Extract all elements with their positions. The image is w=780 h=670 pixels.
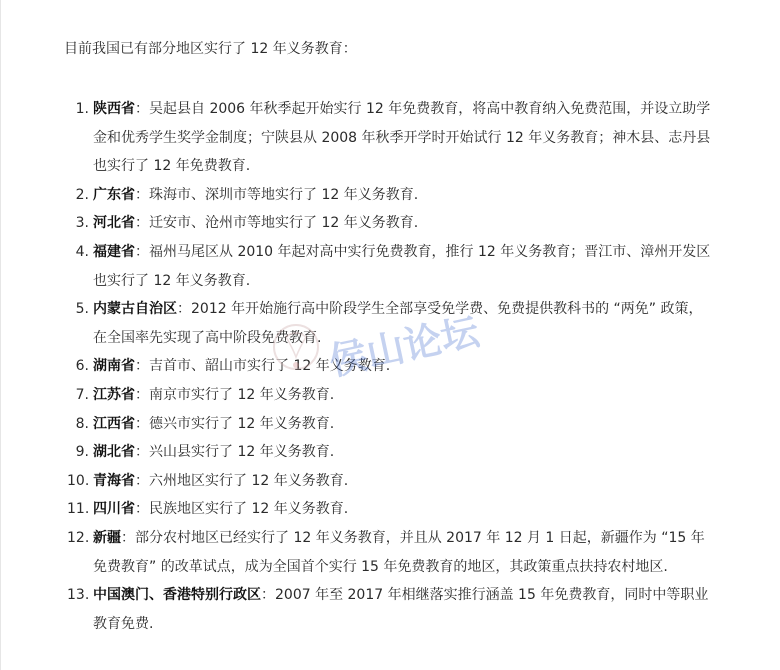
list-number: 3.: [75, 215, 89, 232]
item-text: ：吉首市、韶山市实行了 12 年义务教育.: [135, 358, 391, 375]
region-name: 陕西省: [93, 101, 135, 117]
region-name: 湖北省: [93, 444, 135, 461]
list-number: 7.: [75, 386, 89, 403]
region-name: 江西省: [93, 415, 135, 432]
list-item: [1, 295, 713, 352]
item-text: ：民族地区实行了 12 年义务教育.: [135, 501, 349, 518]
item-text: ：2007 年至 2017 年相继落实推行涵盖 15 年免费教育，同时中等职业教育免费.: [93, 587, 709, 632]
list-item: [1, 95, 713, 181]
list-number: 13.: [67, 587, 90, 604]
list-number: 11.: [67, 501, 90, 518]
list-item: [1, 581, 713, 638]
list-number: 8.: [75, 415, 89, 432]
list-number: 10.: [67, 472, 90, 489]
region-name: 四川省: [93, 501, 135, 518]
list-number: 1.: [75, 101, 89, 117]
watermark-text: 侯山论坛: [325, 309, 483, 384]
region-name: 中国澳门、香港特别行政区: [93, 587, 261, 604]
item-text: ：2012 年开始施行高中阶段学生全部享受免学费、免费提供教科书的 “两免” 政策，在全国率先实现了高中阶段免费教育.: [93, 301, 703, 346]
item-text: ：部分农村地区已经实行了 12 年义务教育，并且从 2017 年 12 月 1 日起，新疆作为 “15 年免费教育” 的改革试点，成为全国首个实行 15 年免费教育的地区，其政策重点扶持农村地区.: [93, 529, 705, 575]
region-name: 内蒙古自治区: [93, 301, 177, 318]
list-item: [1, 352, 713, 381]
intro-text: 目前我国已有部分地区实行了 12 年义务教育：: [64, 41, 357, 57]
item-text: ：德兴市实行了 12 年义务教育.: [135, 415, 335, 432]
region-name: 河北省: [93, 215, 135, 232]
list-item: [1, 495, 713, 524]
region-name: 湖南省: [93, 358, 135, 375]
region-name: 福建省: [93, 243, 135, 260]
list-number: 6.: [75, 358, 89, 375]
region-name: 江苏省: [93, 386, 135, 403]
region-name: 广东省: [93, 186, 135, 203]
list-item: [1, 238, 713, 295]
item-text: ：兴山县实行了 12 年义务教育.: [135, 444, 335, 461]
list-number: 12.: [67, 529, 90, 546]
list-item: [1, 524, 713, 581]
region-list: [1, 95, 780, 638]
item-text: ：六州地区实行了 12 年义务教育.: [135, 472, 349, 489]
region-name: 新疆: [93, 529, 121, 546]
list-number: 9.: [75, 444, 89, 461]
list-item: [1, 381, 713, 410]
item-text: ：迁安市、沧州市等地实行了 12 年义务教育.: [135, 215, 419, 232]
list-item: [1, 467, 713, 496]
list-item: [1, 438, 713, 467]
list-item: [1, 209, 713, 238]
region-name: 青海省: [93, 472, 135, 489]
item-text: ：南京市实行了 12 年义务教育.: [135, 386, 335, 403]
item-text: ：吴起县自 2006 年秋季起开始实行 12 年免费教育，将高中教育纳入免费范围，并设立助学金和优秀学生奖学金制度；宁陕县从 2008 年秋季开学时开始试行 12 年义务教育；神木县、志丹县也实行了 12 年免费教育.: [93, 101, 711, 175]
list-item: [1, 410, 713, 439]
item-text: ：福州马尾区从 2010 年起对高中实行免费教育，推行 12 年义务教育；晋江市、漳州开发区也实行了 12 年义务教育.: [93, 243, 711, 289]
list-number: 2.: [75, 186, 89, 203]
list-number: 4.: [75, 243, 89, 260]
list-number: 5.: [75, 301, 89, 318]
list-item: [1, 181, 713, 210]
item-text: ：珠海市、深圳市等地实行了 12 年义务教育.: [135, 186, 419, 203]
